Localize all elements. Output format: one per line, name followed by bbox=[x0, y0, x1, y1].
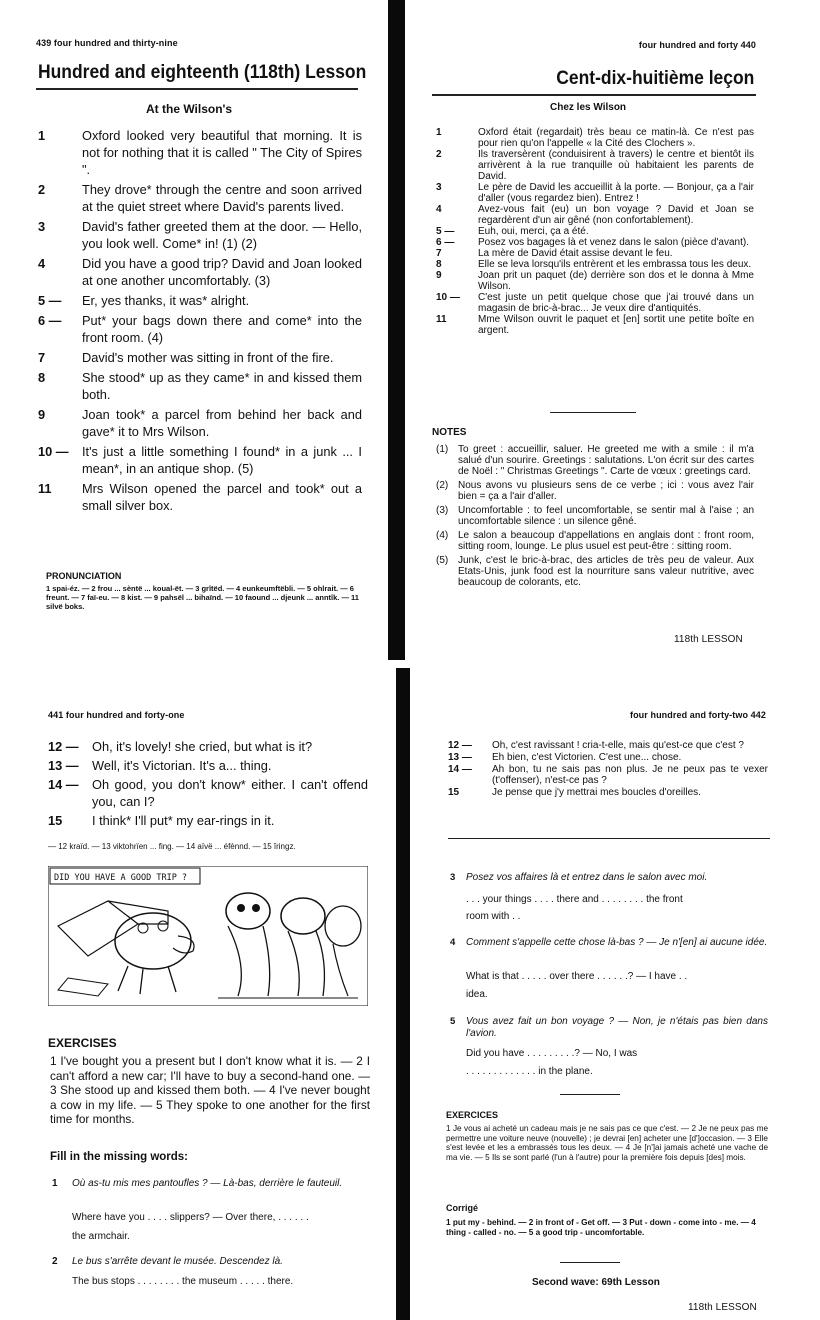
line-number: 5 — bbox=[436, 226, 455, 237]
line-number: 15 bbox=[448, 787, 460, 798]
dialogue-line bbox=[448, 752, 768, 763]
exercises-heading: EXERCISES bbox=[48, 1036, 117, 1050]
page-title: Hundred and eighteenth (118th) Lesson bbox=[38, 62, 367, 83]
line-text: Joan took* a parcel from behind her back and gave* it to Mrs Wilson. bbox=[82, 407, 362, 439]
dialogue-line bbox=[38, 406, 362, 440]
line-number: 9 bbox=[38, 407, 46, 422]
page-header: four hundred and forty-two 442 bbox=[629, 710, 766, 720]
dialogue-line bbox=[436, 226, 754, 237]
line-text: Mrs Wilson opened the parcel and took* out a small silver box. bbox=[82, 481, 362, 513]
dialogue-line bbox=[38, 181, 362, 215]
dialogue-line bbox=[448, 764, 768, 786]
exercise-french: Vous avez fait un bon voyage ? — Non, je n'étais pas bien dans l'avion. bbox=[466, 1016, 768, 1039]
dialogue-line bbox=[436, 182, 754, 204]
note-number: (4) bbox=[436, 530, 449, 541]
line-number: 11 bbox=[436, 314, 447, 325]
dialogue-line bbox=[436, 314, 754, 336]
dialogue-line bbox=[38, 349, 362, 366]
exercise-english: Did you have . . . . . . . . .? — No, I was bbox=[466, 1048, 638, 1059]
dialogue-line bbox=[448, 787, 768, 798]
note-number: (3) bbox=[436, 505, 449, 516]
exercise-english: idea. bbox=[466, 989, 488, 1000]
dialogue-line bbox=[38, 480, 362, 514]
dialogue-line bbox=[38, 443, 362, 477]
line-number: 1 bbox=[38, 128, 46, 143]
line-text: Elle se leva lorsqu'ils entrèrent et les embrassa tous les deux. bbox=[478, 259, 752, 270]
line-text: Oh, it's lovely! she cried, but what is it? bbox=[92, 739, 313, 754]
line-number: 14 — bbox=[448, 764, 472, 775]
notes-heading: NOTES bbox=[432, 427, 467, 438]
dialogue-line bbox=[38, 255, 362, 289]
lesson-subtitle: At the Wilson's bbox=[146, 102, 233, 116]
line-text: Well, it's Victorian. It's a... thing. bbox=[92, 758, 272, 773]
dialogue-line bbox=[48, 738, 368, 755]
line-text: She stood* up as they came* in and kissed them both. bbox=[82, 370, 362, 402]
dialogue-line bbox=[436, 237, 754, 248]
exercise-english: . . . your things . . . . there and . . . . . . . . the front bbox=[466, 894, 683, 905]
corrige-text: 1 put my - behind. — 2 in front of - Get off. — 3 Put - down - come into - me. — 4 thing - called - no. — 5 a good trip - uncomfortable. bbox=[446, 1218, 756, 1237]
dialogue-line bbox=[48, 812, 368, 829]
line-number: 13 — bbox=[448, 752, 472, 763]
pronunciation-heading: PRONUNCIATION bbox=[46, 571, 122, 581]
line-text: C'est juste un petit quelque chose que j'ai trouvé dans un magasin de bric-à-brac... Je veux dire d'antiquités. bbox=[478, 292, 754, 314]
dialogue-line bbox=[48, 776, 368, 810]
dialogue-line bbox=[38, 127, 362, 178]
dialogue-english bbox=[48, 738, 368, 831]
fill-item-number: 1 bbox=[52, 1178, 58, 1189]
line-number: 7 bbox=[436, 248, 442, 259]
exercise-french: Comment s'appelle cette chose là-bas ? — Je n'[en] ai aucune idée. bbox=[466, 937, 768, 948]
dialogue-line bbox=[436, 204, 754, 226]
note-text: Junk, c'est le bric-à-brac, des articles de très peu de valeur. Aux Etats-Unis, junk food est la nourriture sans valeur nutritive, avec beaucoup de colorants, etc. bbox=[458, 555, 754, 588]
exercise-french: Posez vos affaires là et entrez dans le salon avec moi. bbox=[466, 872, 708, 883]
line-text: Oh good, you don't know* either. I can't offend you, can I? bbox=[92, 777, 368, 809]
line-number: 12 — bbox=[48, 739, 79, 754]
second-wave: Second wave: 69th Lesson bbox=[532, 1277, 660, 1288]
fill-item-english: The bus stops . . . . . . . . the museum . . . . . there. bbox=[72, 1276, 294, 1287]
line-text: David's father greeted them at the door. — Hello, you look well. Come* in! (1) (2) bbox=[82, 219, 362, 251]
fill-item-french: Où as-tu mis mes pantoufles ? — Là-bas, derrière le fauteuil. bbox=[72, 1178, 343, 1189]
book-gutter-top bbox=[388, 0, 405, 660]
page-header: 439 four hundred and thirty-nine bbox=[36, 38, 178, 48]
page-footer: 118th LESSON bbox=[688, 1302, 757, 1313]
separator bbox=[550, 412, 636, 413]
exercises-text: 1 I've bought you a present but I don't know what it is. — 2 I can't afford a new car; I'll have to buy a second-hand one. — 3 She stood up and kissed them both. — 4 I've never bought a cow in my life. — 5 They spoke to one another for the first time for months. bbox=[50, 1054, 370, 1126]
dialogue-french bbox=[436, 127, 754, 336]
line-number: 1 bbox=[436, 127, 442, 138]
fill-item-english: Where have you . . . . slippers? — Over there, . . . . . . bbox=[72, 1212, 309, 1223]
title-rule bbox=[36, 88, 358, 90]
line-text: Eh bien, c'est Victorien. C'est une... chose. bbox=[492, 752, 682, 763]
line-number: 2 bbox=[38, 182, 46, 197]
line-text: It's just a little something I found* in a junk ... I mean*, in an antique shop. (5) bbox=[82, 444, 362, 476]
cartoon-illustration bbox=[48, 866, 368, 1006]
exercise-english: . . . . . . . . . . . . . in the plane. bbox=[466, 1066, 593, 1077]
line-number: 10 — bbox=[436, 292, 460, 303]
dialogue-french bbox=[448, 740, 768, 799]
dialogue-line bbox=[436, 149, 754, 182]
section-rule bbox=[448, 838, 770, 839]
exercise-english: room with . . bbox=[466, 911, 521, 922]
pronunciation-text: — 12 kraïd. — 13 viktohrïen ... fing. — 14 aïvë ... éfènnd. — 15 îringz. bbox=[48, 842, 296, 851]
fill-item-number: 2 bbox=[52, 1256, 58, 1267]
line-number: 3 bbox=[38, 219, 46, 234]
line-number: 6 — bbox=[38, 313, 62, 328]
line-number: 6 — bbox=[436, 237, 455, 248]
note-text: Le salon a beaucoup d'appellations en anglais dont : front room, sitting room, lounge. Le plus usuel est peut-être : sitting room. bbox=[458, 530, 754, 552]
pronunciation-text: 1 spai-éz. — 2 frou ... sèntë ... koual-ët. — 3 grîtëd. — 4 eunkeumftëbli. — 5 ohlrait. — 6 freunt. — 7 faï-eu. — 8 kist. — 9 pahsël ... bihaïnd. — 10 faound ... djeunk ... anntîk. — 11 silvë boks. bbox=[46, 584, 359, 611]
line-number: 8 bbox=[436, 259, 442, 270]
dialogue-line bbox=[448, 740, 768, 751]
note-number: (5) bbox=[436, 555, 449, 566]
line-text: Ils traversèrent (conduisirent à travers) le centre et bientôt ils arrivèrent à la rue tranquille où habitaient les parents de David. bbox=[478, 149, 754, 182]
line-number: 12 — bbox=[448, 740, 472, 751]
dialogue-line bbox=[48, 757, 368, 774]
line-number: 15 bbox=[48, 813, 63, 828]
note-item bbox=[436, 444, 754, 477]
line-number: 14 — bbox=[48, 777, 79, 792]
fill-item-english: the armchair. bbox=[72, 1231, 130, 1242]
exercices-heading: EXERCICES bbox=[446, 1110, 499, 1120]
dialogue-line bbox=[38, 218, 362, 252]
book-gutter-bottom bbox=[396, 668, 410, 1320]
dialogue-english bbox=[38, 127, 362, 517]
line-number: 5 — bbox=[38, 293, 62, 308]
line-number: 2 bbox=[436, 149, 442, 160]
page-header: 441 four hundred and forty-one bbox=[48, 710, 185, 720]
dialogue-line bbox=[436, 292, 754, 314]
dialogue-line bbox=[436, 270, 754, 292]
note-text: Nous avons vu plusieurs sens de ce verbe ; ici : vous avez l'air bien = ça a l'air d'aller. bbox=[458, 480, 754, 502]
separator bbox=[560, 1094, 620, 1095]
fill-item-french: Le bus s'arrête devant le musée. Descendez là. bbox=[72, 1256, 283, 1267]
line-text: Je pense que j'y mettrai mes boucles d'oreilles. bbox=[492, 787, 701, 798]
line-text: Oxford looked very beautiful that morning. It is not for nothing that it is called " The City of Spires ". bbox=[82, 128, 362, 177]
line-text: Joan prit un paquet (de) derrière son dos et le donna à Mme Wilson. bbox=[478, 270, 754, 292]
line-text: Avez-vous fait (eu) un bon voyage ? David et Joan se regardèrent d'un air gêné (non confortablement). bbox=[478, 204, 754, 226]
line-number: 11 bbox=[38, 481, 52, 496]
note-number: (1) bbox=[436, 444, 449, 455]
corrige-heading: Corrigé bbox=[446, 1203, 479, 1213]
note-item bbox=[436, 505, 754, 527]
exercices-text: 1 Je vous ai acheté un cadeau mais je ne sais pas ce que c'est. — 2 Je ne peux pas me permettre une voiture neuve (nouvelle) ; je devrai [en] acheter une [d']occasion. — 3 Elle s'est levée et les a embrassés tous les deux. — 4 Je [n']ai jamais acheté une vache de ma vie. — 5 Ils se sont parlé (l'un à l'autre) pour la première fois depuis [des] mois. bbox=[446, 1124, 768, 1162]
note-item bbox=[436, 530, 754, 552]
dialogue-line bbox=[38, 292, 362, 309]
separator bbox=[560, 1262, 620, 1263]
note-text: To greet : accueillir, saluer. He greeted me with a smile : il m'a salué d'un sourire. Greetings : salutations. L'on écrit sur des cartes de Noël : " Christmas Greetings ". Carte de vœux : greetings card. bbox=[458, 444, 754, 477]
line-number: 3 bbox=[436, 182, 442, 193]
line-text: La mère de David était assise devant le feu. bbox=[478, 248, 673, 259]
lesson-subtitle: Chez les Wilson bbox=[550, 102, 627, 113]
fill-in-heading: Fill in the missing words: bbox=[50, 1151, 189, 1163]
dialogue-line bbox=[436, 127, 754, 149]
cartoon-caption: DID YOU HAVE A GOOD TRIP ? bbox=[54, 873, 188, 883]
note-item bbox=[436, 555, 754, 588]
exercise-number: 5 bbox=[450, 1016, 456, 1027]
line-text: Did you have a good trip? David and Joan looked at one another uncomfortably. (3) bbox=[82, 256, 362, 288]
line-text: I think* I'll put* my ear-rings in it. bbox=[92, 813, 275, 828]
line-number: 9 bbox=[436, 270, 442, 281]
line-text: Put* your bags down there and come* into the front room. (4) bbox=[82, 313, 362, 345]
line-text: Posez vos bagages là et venez dans le salon (pièce d'avant). bbox=[478, 237, 749, 248]
line-number: 10 — bbox=[38, 444, 69, 459]
line-number: 7 bbox=[38, 350, 46, 365]
page-title: Cent-dix-huitième leçon bbox=[555, 68, 754, 89]
dialogue-line bbox=[38, 312, 362, 346]
note-item bbox=[436, 480, 754, 502]
line-text: Er, yes thanks, it was* alright. bbox=[82, 293, 250, 308]
dialogue-line bbox=[436, 259, 754, 270]
line-number: 8 bbox=[38, 370, 46, 385]
note-number: (2) bbox=[436, 480, 449, 491]
line-text: Euh, oui, merci, ça a été. bbox=[478, 226, 589, 237]
line-text: Oh, c'est ravissant ! cria-t-elle, mais qu'est-ce que c'est ? bbox=[492, 740, 744, 751]
title-rule bbox=[432, 94, 756, 96]
exercise-english: What is that . . . . . over there . . . . . .? — I have . . bbox=[466, 971, 688, 982]
line-number: 4 bbox=[38, 256, 46, 271]
line-number: 4 bbox=[436, 204, 442, 215]
dialogue-line bbox=[436, 248, 754, 259]
page-footer: 118th LESSON bbox=[674, 634, 743, 645]
line-number: 13 — bbox=[48, 758, 79, 773]
exercise-number: 3 bbox=[450, 872, 456, 883]
line-text: David's mother was sitting in front of the fire. bbox=[82, 350, 334, 365]
notes-list bbox=[436, 444, 754, 591]
line-text: They drove* through the centre and soon arrived at the quiet street where David's parents lived. bbox=[82, 182, 362, 214]
dialogue-line bbox=[38, 369, 362, 403]
page-header: four hundred and forty 440 bbox=[638, 40, 756, 50]
exercise-number: 4 bbox=[450, 937, 456, 948]
note-text: Uncomfortable : to feel uncomfortable, se sentir mal à l'aise ; an uncomfortable silence : un silence gêné. bbox=[458, 505, 754, 527]
line-text: Mme Wilson ouvrit le paquet et [en] sortit une petite boîte en argent. bbox=[478, 314, 754, 336]
line-text: Ah bon, tu ne sais pas non plus. Je ne peux pas te vexer (t'offenser), n'est-ce pas ? bbox=[492, 764, 768, 786]
line-text: Oxford était (regardait) très beau ce matin-là. Ce n'est pas pour rien qu'on l'appelle « la Cité des Clochers ». bbox=[478, 127, 754, 149]
line-text: Le père de David les accueillit à la porte. — Bonjour, ça a l'air d'aller (vous regardez bien). Entrez ! bbox=[478, 182, 754, 204]
